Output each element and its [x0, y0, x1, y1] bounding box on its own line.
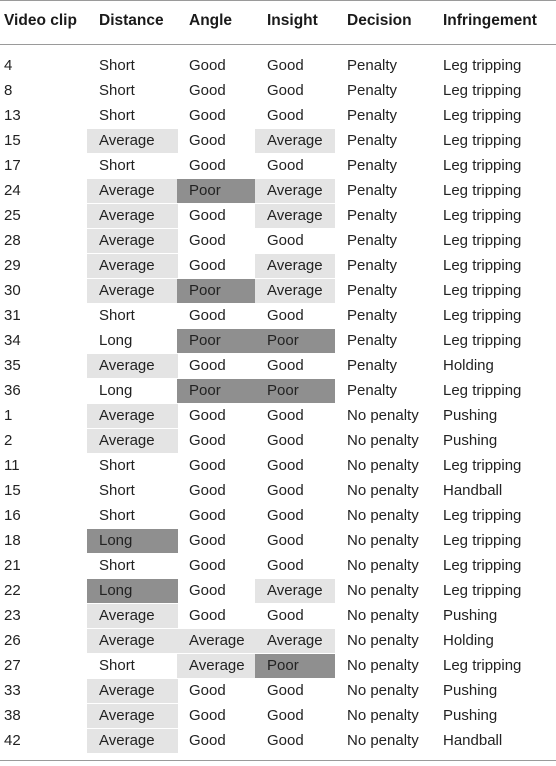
- cell-distance: Short: [99, 482, 135, 499]
- cell-distance: Short: [99, 307, 135, 324]
- cell-decision: Penalty: [347, 357, 398, 374]
- cell-distance: Average: [87, 404, 178, 428]
- cell-infringement: Leg tripping: [443, 332, 522, 349]
- cell-decision: Penalty: [347, 207, 398, 224]
- cell-video-clip: 38: [4, 707, 21, 724]
- cell-video-clip: 21: [4, 557, 21, 574]
- cell-angle: Good: [189, 457, 226, 474]
- table-row: [0, 279, 556, 304]
- cell-angle: Average: [177, 629, 256, 653]
- cell-infringement: Pushing: [443, 432, 498, 449]
- cell-decision: No penalty: [347, 732, 419, 749]
- cell-video-clip: 15: [4, 482, 21, 499]
- header-infringement: Infringement: [443, 12, 537, 29]
- bottom-rule: [0, 760, 556, 761]
- cell-distance: Short: [99, 507, 135, 524]
- cell-video-clip: 28: [4, 232, 21, 249]
- cell-insight: Good: [267, 707, 304, 724]
- cell-decision: No penalty: [347, 582, 419, 599]
- cell-insight: Average: [255, 179, 335, 203]
- table-row: [0, 254, 556, 279]
- cell-infringement: Leg tripping: [443, 382, 522, 399]
- cell-distance: Long: [99, 332, 133, 349]
- cell-decision: Penalty: [347, 132, 398, 149]
- header-angle: Angle: [189, 12, 233, 29]
- table-row: [0, 679, 556, 704]
- cell-insight: Good: [267, 732, 304, 749]
- cell-insight: Average: [255, 254, 335, 278]
- cell-infringement: Leg tripping: [443, 82, 522, 99]
- cell-insight: Good: [267, 507, 304, 524]
- cell-distance: Average: [87, 429, 178, 453]
- cell-distance: Short: [99, 557, 135, 574]
- table-row: [0, 404, 556, 429]
- cell-insight: Good: [267, 607, 304, 624]
- cell-infringement: Leg tripping: [443, 207, 522, 224]
- cell-infringement: Leg tripping: [443, 532, 522, 549]
- cell-distance: Average: [87, 229, 178, 253]
- cell-distance: Short: [99, 657, 135, 674]
- cell-video-clip: 36: [4, 382, 21, 399]
- cell-angle: Good: [189, 157, 226, 174]
- cell-video-clip: 22: [4, 582, 21, 599]
- table-row: [0, 729, 556, 754]
- cell-decision: No penalty: [347, 707, 419, 724]
- table-row: [0, 379, 556, 404]
- cell-video-clip: 26: [4, 632, 21, 649]
- cell-angle: Good: [189, 82, 226, 99]
- cell-insight: Good: [267, 82, 304, 99]
- cell-angle: Good: [189, 307, 226, 324]
- table-row: [0, 79, 556, 104]
- table-row: [0, 504, 556, 529]
- cell-insight: Good: [267, 682, 304, 699]
- cell-video-clip: 35: [4, 357, 21, 374]
- cell-infringement: Leg tripping: [443, 232, 522, 249]
- header-video-clip: Video clip: [4, 12, 77, 29]
- cell-angle: Good: [189, 432, 226, 449]
- cell-decision: Penalty: [347, 157, 398, 174]
- cell-infringement: Handball: [443, 732, 503, 749]
- cell-insight: Good: [267, 157, 304, 174]
- cell-angle: Good: [189, 207, 226, 224]
- cell-angle: Good: [189, 57, 226, 74]
- cell-infringement: Leg tripping: [443, 457, 522, 474]
- cell-angle: Poor: [177, 329, 256, 353]
- cell-distance: Average: [87, 354, 178, 378]
- cell-angle: Good: [189, 232, 226, 249]
- table-row: [0, 129, 556, 154]
- cell-decision: Penalty: [347, 282, 398, 299]
- cell-infringement: Holding: [443, 357, 494, 374]
- cell-insight: Average: [255, 129, 335, 153]
- cell-video-clip: 25: [4, 207, 21, 224]
- cell-angle: Good: [189, 482, 226, 499]
- cell-distance: Average: [87, 629, 178, 653]
- cell-distance: Average: [87, 204, 178, 228]
- cell-infringement: Leg tripping: [443, 257, 522, 274]
- table-row: [0, 529, 556, 554]
- cell-video-clip: 17: [4, 157, 21, 174]
- cell-angle: Poor: [177, 179, 256, 203]
- header-insight: Insight: [267, 12, 318, 29]
- table-row: [0, 204, 556, 229]
- cell-insight: Good: [267, 357, 304, 374]
- cell-decision: Penalty: [347, 107, 398, 124]
- cell-distance: Average: [87, 179, 178, 203]
- cell-decision: No penalty: [347, 507, 419, 524]
- cell-infringement: Pushing: [443, 407, 498, 424]
- table-row: [0, 454, 556, 479]
- cell-angle: Good: [189, 682, 226, 699]
- cell-decision: Penalty: [347, 332, 398, 349]
- cell-decision: Penalty: [347, 182, 398, 199]
- table-row: [0, 554, 556, 579]
- cell-distance: Short: [99, 157, 135, 174]
- cell-decision: No penalty: [347, 432, 419, 449]
- cell-insight: Good: [267, 107, 304, 124]
- cell-angle: Good: [189, 607, 226, 624]
- cell-infringement: Leg tripping: [443, 582, 522, 599]
- cell-insight: Good: [267, 557, 304, 574]
- cell-insight: Average: [255, 204, 335, 228]
- cell-decision: Penalty: [347, 382, 398, 399]
- cell-decision: No penalty: [347, 557, 419, 574]
- cell-distance: Average: [87, 604, 178, 628]
- table-row: [0, 329, 556, 354]
- cell-angle: Good: [189, 582, 226, 599]
- header-rule: [0, 44, 556, 45]
- cell-insight: Good: [267, 457, 304, 474]
- cell-distance: Short: [99, 57, 135, 74]
- cell-infringement: Pushing: [443, 707, 498, 724]
- cell-decision: Penalty: [347, 57, 398, 74]
- cell-angle: Poor: [177, 279, 256, 303]
- cell-infringement: Leg tripping: [443, 182, 522, 199]
- cell-infringement: Leg tripping: [443, 557, 522, 574]
- header-distance: Distance: [99, 12, 164, 29]
- cell-angle: Good: [189, 107, 226, 124]
- cell-insight: Poor: [255, 329, 335, 353]
- cell-angle: Good: [189, 732, 226, 749]
- table-row: [0, 54, 556, 79]
- cell-infringement: Leg tripping: [443, 57, 522, 74]
- cell-insight: Poor: [255, 379, 335, 403]
- cell-angle: Good: [189, 357, 226, 374]
- cell-distance: Average: [87, 679, 178, 703]
- cell-infringement: Handball: [443, 482, 503, 499]
- cell-video-clip: 18: [4, 532, 21, 549]
- table-row: [0, 579, 556, 604]
- cell-video-clip: 30: [4, 282, 21, 299]
- cell-angle: Good: [189, 407, 226, 424]
- cell-decision: No penalty: [347, 457, 419, 474]
- cell-video-clip: 4: [4, 57, 13, 74]
- cell-distance: Average: [87, 254, 178, 278]
- table-row: [0, 304, 556, 329]
- cell-angle: Good: [189, 507, 226, 524]
- cell-distance: Average: [87, 279, 178, 303]
- cell-video-clip: 27: [4, 657, 21, 674]
- cell-video-clip: 23: [4, 607, 21, 624]
- cell-decision: No penalty: [347, 407, 419, 424]
- cell-infringement: Pushing: [443, 682, 498, 699]
- cell-angle: Good: [189, 532, 226, 549]
- cell-infringement: Holding: [443, 632, 494, 649]
- table-row: [0, 154, 556, 179]
- cell-insight: Good: [267, 57, 304, 74]
- cell-distance: Short: [99, 107, 135, 124]
- cell-distance: Short: [99, 82, 135, 99]
- cell-video-clip: 16: [4, 507, 21, 524]
- cell-insight: Good: [267, 407, 304, 424]
- cell-insight: Good: [267, 432, 304, 449]
- header-decision: Decision: [347, 12, 412, 29]
- cell-distance: Short: [99, 457, 135, 474]
- cell-video-clip: 33: [4, 682, 21, 699]
- cell-angle: Average: [177, 654, 256, 678]
- cell-decision: Penalty: [347, 232, 398, 249]
- cell-infringement: Leg tripping: [443, 132, 522, 149]
- cell-angle: Poor: [177, 379, 256, 403]
- cell-distance: Average: [87, 129, 178, 153]
- cell-insight: Average: [255, 579, 335, 603]
- cell-infringement: Pushing: [443, 607, 498, 624]
- table-row: [0, 629, 556, 654]
- cell-insight: Average: [255, 629, 335, 653]
- cell-insight: Poor: [255, 654, 335, 678]
- cell-infringement: Leg tripping: [443, 157, 522, 174]
- cell-infringement: Leg tripping: [443, 307, 522, 324]
- table-row: [0, 179, 556, 204]
- cell-distance: Average: [87, 704, 178, 728]
- table-row: [0, 704, 556, 729]
- cell-video-clip: 42: [4, 732, 21, 749]
- cell-video-clip: 31: [4, 307, 21, 324]
- table-row: [0, 654, 556, 679]
- cell-video-clip: 1: [4, 407, 13, 424]
- table-row: [0, 354, 556, 379]
- cell-angle: Good: [189, 257, 226, 274]
- cell-decision: No penalty: [347, 657, 419, 674]
- table-row: [0, 104, 556, 129]
- table-header: [0, 0, 556, 44]
- cell-infringement: Leg tripping: [443, 657, 522, 674]
- cell-angle: Good: [189, 132, 226, 149]
- cell-video-clip: 15: [4, 132, 21, 149]
- table-body: [0, 54, 556, 754]
- cell-insight: Good: [267, 482, 304, 499]
- cell-distance: Long: [99, 382, 133, 399]
- cell-video-clip: 8: [4, 82, 13, 99]
- cell-decision: No penalty: [347, 532, 419, 549]
- cell-decision: Penalty: [347, 82, 398, 99]
- cell-insight: Average: [255, 279, 335, 303]
- cell-infringement: Leg tripping: [443, 107, 522, 124]
- cell-distance: Average: [87, 729, 178, 753]
- cell-insight: Good: [267, 307, 304, 324]
- cell-decision: No penalty: [347, 632, 419, 649]
- cell-distance: Long: [87, 579, 178, 603]
- table-row: [0, 479, 556, 504]
- cell-distance: Long: [87, 529, 178, 553]
- cell-angle: Good: [189, 557, 226, 574]
- table-row: [0, 229, 556, 254]
- cell-video-clip: 29: [4, 257, 21, 274]
- cell-decision: Penalty: [347, 307, 398, 324]
- cell-video-clip: 24: [4, 182, 21, 199]
- cell-video-clip: 13: [4, 107, 21, 124]
- cell-video-clip: 2: [4, 432, 13, 449]
- cell-decision: No penalty: [347, 607, 419, 624]
- cell-decision: Penalty: [347, 257, 398, 274]
- cell-video-clip: 11: [4, 457, 20, 474]
- cell-decision: No penalty: [347, 682, 419, 699]
- cell-insight: Good: [267, 232, 304, 249]
- table-row: [0, 604, 556, 629]
- cell-video-clip: 34: [4, 332, 21, 349]
- table-row: [0, 429, 556, 454]
- cell-angle: Good: [189, 707, 226, 724]
- cell-insight: Good: [267, 532, 304, 549]
- cell-infringement: Leg tripping: [443, 507, 522, 524]
- cell-infringement: Leg tripping: [443, 282, 522, 299]
- cell-decision: No penalty: [347, 482, 419, 499]
